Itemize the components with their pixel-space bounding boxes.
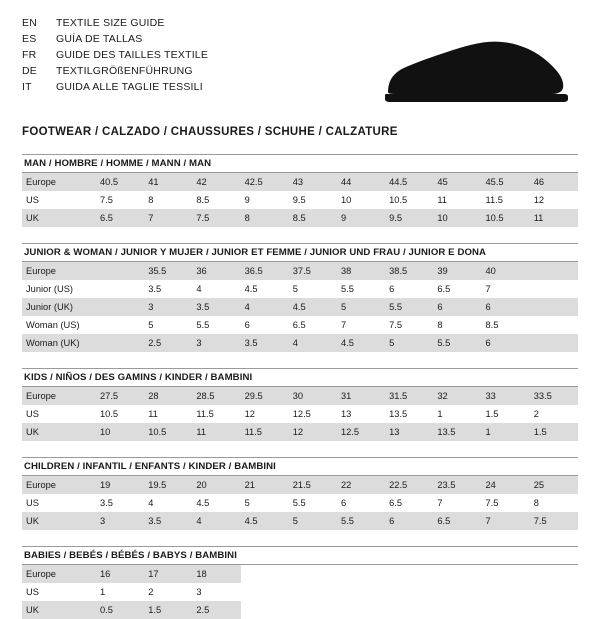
cell: 1.5: [144, 601, 192, 619]
cell: 11.5: [241, 423, 289, 441]
cell: 9: [337, 209, 385, 227]
cell: 5.5: [385, 298, 433, 316]
table-row: [22, 405, 578, 423]
cell: 11: [433, 191, 481, 209]
cell: 42: [192, 173, 240, 191]
section-title: KIDS / NIÑOS / DES GAMINS / KINDER / BAMBINI: [22, 368, 578, 387]
cell: 31.5: [385, 387, 433, 405]
size-table-children: [22, 476, 578, 530]
cell: 6: [241, 316, 289, 334]
row-label: UK: [22, 512, 96, 530]
cell: 36.5: [241, 262, 289, 280]
language-row: [22, 80, 208, 95]
cell: 6: [433, 298, 481, 316]
cell: [530, 583, 578, 601]
cell: 19: [96, 476, 144, 494]
cell: 22: [337, 476, 385, 494]
cell: 7.5: [530, 512, 578, 530]
cell: [241, 601, 289, 619]
cell: [96, 316, 144, 334]
section-children: [22, 457, 578, 530]
language-code: ES: [22, 33, 37, 45]
cell: 2.5: [144, 334, 192, 352]
section-title: BABIES / BEBÉS / BÉBÉS / BABYS / BAMBINI: [22, 546, 578, 565]
section-kids: [22, 368, 578, 441]
table-row: [22, 209, 578, 227]
cell: 4: [289, 334, 337, 352]
row-label: UK: [22, 209, 96, 227]
cell: 6: [482, 334, 530, 352]
cell: 9.5: [289, 191, 337, 209]
cell: 6: [385, 512, 433, 530]
cell: 4: [192, 280, 240, 298]
cell: 22.5: [385, 476, 433, 494]
page-title: FOOTWEAR / CALZADO / CHAUSSURES / SCHUHE / CALZATURE: [22, 126, 398, 138]
size-table-babies: [22, 565, 578, 619]
cell: 3: [96, 512, 144, 530]
cell: 7.5: [192, 209, 240, 227]
size-table-kids: [22, 387, 578, 441]
section-babies: [22, 546, 578, 619]
cell: 4: [144, 494, 192, 512]
cell: 8: [144, 191, 192, 209]
cell: [289, 583, 337, 601]
cell: 11: [530, 209, 578, 227]
cell: 1: [433, 405, 481, 423]
row-label: Europe: [22, 262, 96, 280]
cell: 33: [482, 387, 530, 405]
table-row: [22, 191, 578, 209]
cell: 4.5: [241, 280, 289, 298]
cell: 4.5: [241, 512, 289, 530]
table-row: [22, 494, 578, 512]
cell: 2: [530, 405, 578, 423]
language-text: GUIDA ALLE TAGLIE TESSILI: [56, 81, 203, 93]
cell: [433, 565, 481, 583]
language-code: FR: [22, 49, 37, 61]
table-row: [22, 334, 578, 352]
cell: 5: [241, 494, 289, 512]
cell: 7: [482, 280, 530, 298]
cell: 9.5: [385, 209, 433, 227]
cell: 10.5: [482, 209, 530, 227]
cell: 5: [289, 512, 337, 530]
cell: 10.5: [385, 191, 433, 209]
cell: 3: [144, 298, 192, 316]
cell: [96, 262, 144, 280]
cell: 1.5: [530, 423, 578, 441]
row-label: Woman (US): [22, 316, 96, 334]
cell: 10.5: [96, 405, 144, 423]
cell: 37.5: [289, 262, 337, 280]
cell: 45: [433, 173, 481, 191]
language-title-list: [22, 16, 208, 95]
language-text: GUIDE DES TAILLES TEXTILE: [56, 49, 209, 61]
section-title: CHILDREN / INFANTIL / ENFANTS / KINDER / BAMBINI: [22, 457, 578, 476]
cell: 8.5: [192, 191, 240, 209]
table-row: [22, 262, 578, 280]
cell: [96, 280, 144, 298]
cell: [385, 565, 433, 583]
table-row: [22, 423, 578, 441]
cell: 6.5: [385, 494, 433, 512]
cell: 7.5: [482, 494, 530, 512]
cell: [433, 601, 481, 619]
cell: 10: [96, 423, 144, 441]
table-row: [22, 298, 578, 316]
language-code: EN: [22, 17, 37, 29]
table-row: [22, 601, 578, 619]
cell: [385, 583, 433, 601]
row-label: UK: [22, 423, 96, 441]
cell: 24: [482, 476, 530, 494]
cell: 12: [530, 191, 578, 209]
cell: 6: [482, 298, 530, 316]
cell: 5.5: [337, 280, 385, 298]
cell: 1: [100, 587, 106, 597]
cell: 40.5: [96, 173, 144, 191]
cell: 36: [192, 262, 240, 280]
table-row: [22, 476, 578, 494]
section-title: MAN / HOMBRE / HOMME / MANN / MAN: [22, 154, 578, 173]
cell: 1.5: [482, 405, 530, 423]
cell: 30: [289, 387, 337, 405]
cell: 5.5: [337, 512, 385, 530]
cell: 11.5: [192, 405, 240, 423]
cell: [530, 316, 578, 334]
cell: 3.5: [144, 512, 192, 530]
cell: 8: [433, 316, 481, 334]
language-code: DE: [22, 65, 37, 77]
section-title: JUNIOR & WOMAN / JUNIOR Y MUJER / JUNIOR ET FEMME / JUNIOR UND FRAU / JUNIOR E DONA: [22, 243, 578, 262]
cell: 5.5: [289, 494, 337, 512]
cell: 28.5: [192, 387, 240, 405]
cell: 13: [337, 405, 385, 423]
cell: 0.5: [96, 601, 144, 619]
cell: 3.5: [144, 280, 192, 298]
table-row: [22, 565, 578, 583]
cell: 31: [337, 387, 385, 405]
cell: 5: [289, 280, 337, 298]
cell: 5: [144, 316, 192, 334]
cell: 6.5: [433, 512, 481, 530]
language-row: [22, 32, 208, 47]
cell: [482, 583, 530, 601]
row-label: US: [22, 191, 96, 209]
cell: 19.5: [144, 476, 192, 494]
row-label: UK: [22, 601, 96, 619]
size-table-man: [22, 173, 578, 227]
cell: 6: [337, 494, 385, 512]
cell: 21.5: [289, 476, 337, 494]
cell: [530, 334, 578, 352]
cell: 9: [241, 191, 289, 209]
cell: 4: [192, 512, 240, 530]
row-label: Junior (UK): [22, 298, 96, 316]
cell: 3: [196, 587, 202, 597]
language-text: TEXTILE SIZE GUIDE: [56, 17, 165, 29]
cell: 4.5: [192, 494, 240, 512]
row-label: Europe: [22, 387, 96, 405]
cell: 16: [96, 565, 144, 583]
cell: [241, 565, 289, 583]
cell: 10: [337, 191, 385, 209]
table-row: [22, 583, 578, 601]
language-row: [22, 16, 208, 31]
cell: 1: [482, 423, 530, 441]
cell: 13.5: [433, 423, 481, 441]
table-row: [22, 280, 578, 298]
cell: 12.5: [289, 405, 337, 423]
cell: 33.5: [530, 387, 578, 405]
cell: 11.5: [482, 191, 530, 209]
row-label: US: [22, 494, 96, 512]
cell: 25: [530, 476, 578, 494]
row-label: US: [26, 587, 39, 597]
cell: [385, 601, 433, 619]
language-text: TEXTILGRÖßENFÜHRUNG: [56, 65, 193, 77]
cell: 32: [433, 387, 481, 405]
cell: 13.5: [385, 405, 433, 423]
cell: 10: [433, 209, 481, 227]
cell: 27.5: [96, 387, 144, 405]
language-row: [22, 64, 208, 79]
cell: 20: [192, 476, 240, 494]
row-label: US: [22, 405, 96, 423]
cell: 17: [144, 565, 192, 583]
cell: 8.5: [289, 209, 337, 227]
cell: [530, 298, 578, 316]
language-row: [22, 48, 208, 63]
cell: 45.5: [482, 173, 530, 191]
table-row: [22, 512, 578, 530]
cell: 8.5: [482, 316, 530, 334]
cell: [289, 565, 337, 583]
row-label: Europe: [22, 565, 96, 583]
cell: 46: [530, 173, 578, 191]
section-man: [22, 154, 578, 227]
cell: 44: [337, 173, 385, 191]
cell: [530, 565, 578, 583]
cell: [530, 601, 578, 619]
size-table-junior-woman: [22, 262, 578, 352]
cell: 43: [289, 173, 337, 191]
page-header: [22, 16, 578, 110]
cell: 12: [289, 423, 337, 441]
cell: 42.5: [241, 173, 289, 191]
cell: 13: [385, 423, 433, 441]
cell: 23.5: [433, 476, 481, 494]
cell: 8: [241, 209, 289, 227]
cell: [289, 601, 337, 619]
cell: [96, 298, 144, 316]
language-code: IT: [22, 81, 32, 93]
cell: 6.5: [289, 316, 337, 334]
cell: 3.5: [241, 334, 289, 352]
cell: [482, 601, 530, 619]
cell: [482, 565, 530, 583]
cell: 11: [144, 405, 192, 423]
language-text: GUÍA DE TALLAS: [56, 33, 143, 45]
cell: 6.5: [96, 209, 144, 227]
section-junior-woman: [22, 243, 578, 352]
dress-shoe-icon: [380, 30, 570, 110]
cell: [241, 583, 289, 601]
cell: 7.5: [96, 191, 144, 209]
cell: 4: [241, 298, 289, 316]
cell: 4.5: [337, 334, 385, 352]
cell: 44.5: [385, 173, 433, 191]
cell: 7: [482, 512, 530, 530]
cell: 8: [530, 494, 578, 512]
cell: 7: [144, 209, 192, 227]
row-label: Junior (US): [22, 280, 96, 298]
cell: [337, 565, 385, 583]
cell: 3: [192, 334, 240, 352]
cell: 38.5: [385, 262, 433, 280]
cell: [530, 280, 578, 298]
cell: 10.5: [144, 423, 192, 441]
cell: 2: [148, 587, 154, 597]
cell: [530, 262, 578, 280]
cell: 2.5: [192, 601, 240, 619]
cell: [337, 583, 385, 601]
cell: 41: [144, 173, 192, 191]
cell: 6.5: [433, 280, 481, 298]
table-row: [22, 387, 578, 405]
cell: 12.5: [337, 423, 385, 441]
cell: 3.5: [192, 298, 240, 316]
cell: 4.5: [289, 298, 337, 316]
cell: 7: [433, 494, 481, 512]
cell: 5.5: [192, 316, 240, 334]
cell: 5.5: [433, 334, 481, 352]
cell: 29.5: [241, 387, 289, 405]
cell: 11: [192, 423, 240, 441]
row-label: Europe: [22, 173, 96, 191]
cell: 7.5: [385, 316, 433, 334]
cell: 39: [433, 262, 481, 280]
cell: 40: [482, 262, 530, 280]
cell: 38: [337, 262, 385, 280]
cell: 18: [192, 565, 240, 583]
table-row: [22, 316, 578, 334]
cell: 21: [241, 476, 289, 494]
row-label: Woman (UK): [22, 334, 96, 352]
cell: 5: [337, 298, 385, 316]
cell: 6: [385, 280, 433, 298]
cell: 12: [241, 405, 289, 423]
cell: 35.5: [144, 262, 192, 280]
row-label: Europe: [22, 476, 96, 494]
cell: 5: [385, 334, 433, 352]
cell: 7: [337, 316, 385, 334]
cell: [337, 601, 385, 619]
cell: [96, 334, 144, 352]
cell: 28: [144, 387, 192, 405]
table-row: [22, 173, 578, 191]
cell: 3.5: [96, 494, 144, 512]
cell: [433, 583, 481, 601]
